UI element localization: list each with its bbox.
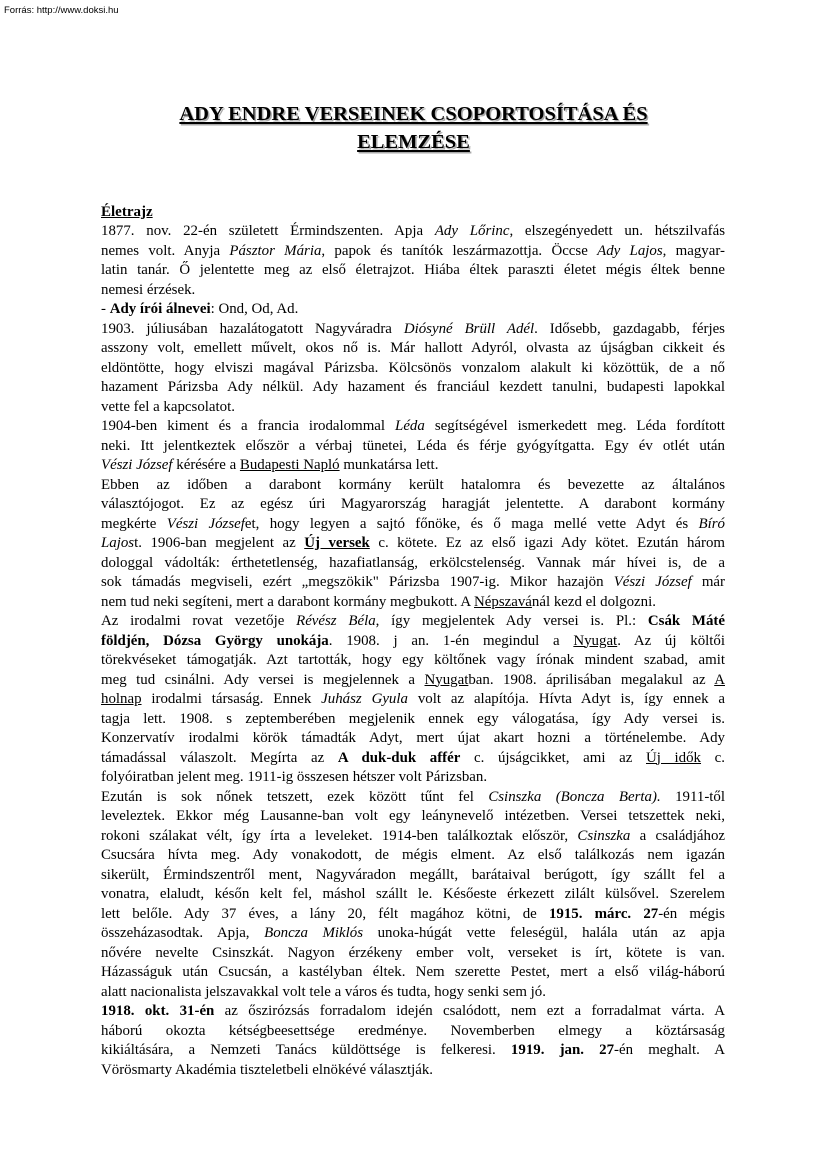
text-line <box>101 885 725 905</box>
text-segment: kérésére a <box>172 457 240 473</box>
text-line <box>101 866 725 886</box>
text-segment: háború okozta kétségbeesettsége eredménye. Novemberben elmegy a köztársaság <box>101 1022 725 1039</box>
text-segment: Diósyné Brüll Adél <box>403 320 535 337</box>
text-segment: Vörösmarty Akadémia tiszteletbeli elnökévé választják. <box>101 1061 434 1078</box>
text-segment: hazament Párizsba Ady nélkül. Ady hazament és franciául kezdett tanulni, budapesti lapokkal <box>101 379 725 395</box>
text-line <box>101 768 725 788</box>
text-segment: Házasságuk után Csucsán, a kastélyban éltek. Nem szerette Pestet, mert a első világ-háború <box>101 964 725 980</box>
text-segment: Ebben az időben a darabont kormány került hatalomra és bevezette az általános <box>101 476 725 493</box>
text-line <box>101 534 725 554</box>
text-segment: nál kezd el dolgozni. <box>531 593 656 610</box>
text-segment: Ezután is sok nőnek tetszett, ezek között tűnt fel <box>101 788 489 805</box>
text-line <box>101 456 725 476</box>
text-line <box>101 554 725 574</box>
text-segment: leveleztek. Ekkor még Lausanne-ban volt egy leánynevelő intézetben. Versei tetszettek neki, <box>101 808 725 824</box>
text-segment: asszony volt, emellett művelt, okos nő is. Már hallott Adyról, olvasta az újságban cikkeit és <box>101 340 725 356</box>
text-line <box>101 924 725 944</box>
text-segment: t. 1906-ban megjelent az <box>134 535 305 551</box>
text-segment: Révész Béla <box>296 613 376 629</box>
text-line <box>101 1061 725 1081</box>
text-segment: folyóiratban jelent meg. 1911-ig összesen hétszer volt Párizsban. <box>101 769 488 785</box>
text-segment: meg tud csinálni. Ady versei is megjelennek a <box>101 671 425 688</box>
text-line <box>101 846 725 866</box>
text-line <box>101 476 725 496</box>
text-segment: A duk-duk affér <box>337 749 461 766</box>
text-segment: neki. Itt jelentkeztek először a vérbaj tünetei, Léda és férje gyógyítgatta. Egy év otlét után <box>101 437 725 454</box>
text-line <box>101 612 725 632</box>
text-segment: Vészi József <box>166 515 245 532</box>
text-segment: 1903. júliusában hazalátogatott Nagyváradra <box>101 320 404 337</box>
text-segment: c. újságcikket, ami az <box>460 749 646 766</box>
text-segment: Ady írói álnevei <box>109 301 211 317</box>
text-line <box>101 651 725 671</box>
text-line <box>101 242 725 262</box>
text-segment: összeházasodtak. Apja, <box>101 925 265 941</box>
text-segment: nemesi érzések. <box>101 281 196 298</box>
text-segment: lett belőle. Ady 37 éves, a lány 20, félt magához kötni, de <box>101 905 549 922</box>
text-segment: Csinszka (Boncza Berta). <box>488 788 661 805</box>
text-segment: latin tanár. Ő jelentette meg az első életrajzot. Hiába éltek paraszti életet mégis éltek benne <box>101 262 725 278</box>
text-segment: et, hogy legyen a sajtó főnöke, és ő maga mellé vette Adyt és <box>244 515 699 532</box>
text-line <box>101 1041 725 1061</box>
text-segment: tagja lett. 1908. s zeptemberében megjelenik ennek egy válogatása, így Ady versei is. <box>101 710 725 727</box>
text-segment: vonatra, elaludt, későn kelt fel, máshol szállt le. Későeste érkezett zilált külsővel. Szerelem <box>101 886 725 902</box>
text-segment: sok támadás megviseli, ezért „megszökik" Párizsba 1907-ig. Mikor hazajön <box>101 574 614 590</box>
text-segment: c. kötete. Ez az első igazi Ady kötet. Ezután három <box>369 535 725 551</box>
text-segment: eldöntötte, hogy elviszi magával Párizsba. Kölcsönös vonzalom alakult ki közöttük, de a nő <box>101 359 725 376</box>
source-note: Forrás: http://www.doksi.hu <box>4 5 119 16</box>
text-segment: Lajos <box>101 535 135 551</box>
text-segment: -én mégis <box>658 905 725 922</box>
text-line <box>101 495 725 515</box>
text-segment: Konzervatív irodalmi körök támadták Adyt, mert újat akart hozni a történelembe. Ady <box>101 730 725 746</box>
text-segment: 1904-ben kiment és a francia irodalommal <box>101 418 396 434</box>
text-line <box>101 827 725 847</box>
text-segment: rokoni szálakat vélt, így írta a leveleket. 1914-ben találkoztak először, <box>101 827 578 844</box>
text-segment: Juhász Gyula <box>321 691 408 707</box>
text-line <box>101 671 725 691</box>
text-line <box>101 573 725 593</box>
document-title <box>90 100 737 156</box>
text-line <box>101 359 725 379</box>
text-line <box>101 944 725 964</box>
text-segment: irodalmi társaság. Ennek <box>141 691 322 707</box>
text-segment: dologgal vádolták: érthetetlenség, hazafiatlanság, erkölcstelenség. Vannak már hívei is, de a <box>101 554 725 571</box>
text-segment: vette fel a kapcsolatot. <box>101 398 235 415</box>
text-segment: -én meghalt. A <box>614 1042 725 1058</box>
section-heading: Életrajz <box>101 204 153 220</box>
text-segment: 1911-től <box>660 788 725 805</box>
text-line <box>101 788 725 808</box>
text-segment: , magyar- <box>662 242 725 259</box>
text-segment: holnap <box>101 691 142 707</box>
text-line <box>101 281 725 301</box>
text-segment: Vészi József <box>101 457 173 473</box>
text-segment: választójogot. Ez az egész úri Magyarország haragját jelentette. A darabont kormány <box>101 496 725 512</box>
text-line <box>101 378 725 398</box>
text-segment: . Idősebb, gazdagabb, férjes <box>534 320 725 337</box>
text-segment: Új idők <box>646 749 702 766</box>
text-segment: 1919. jan. 27 <box>510 1042 615 1058</box>
text-segment: 1918. okt. 31-én <box>101 1003 215 1019</box>
text-segment: a családjához <box>630 827 725 844</box>
text-line <box>101 300 725 320</box>
text-segment: Új versek <box>304 535 370 551</box>
text-segment: munkatársa lett. <box>339 457 439 473</box>
text-line <box>101 339 725 359</box>
title-line-2: ELEMZÉSE <box>357 131 470 153</box>
text-segment: Csucsára hívta meg. Ady vonakodott, de mégis elment. Az első találkozás nem igazán <box>101 847 725 863</box>
text-segment: Bíró <box>698 515 725 532</box>
text-segment: c. <box>701 749 725 766</box>
text-segment: unoka-húgát vette feleségül, halála után az apja <box>363 925 725 941</box>
text-line <box>101 261 725 281</box>
title-line-1: ADY ENDRE VERSEINEK CSOPORTOSÍTÁSA ÉS <box>179 103 648 125</box>
text-segment: nővére nevelte Csinszkát. Nagyon érzékeny ember volt, verseket is írt, kötete is van. <box>101 944 725 961</box>
text-segment: 1915. márc. 27 <box>548 905 659 922</box>
text-segment: Léda <box>395 418 425 434</box>
text-line <box>101 515 725 535</box>
text-segment: Csinszka <box>577 827 631 844</box>
text-line <box>101 749 725 769</box>
text-line <box>101 983 725 1003</box>
text-segment: alatt nacionalista jelszavakkal volt tele a város és tudta, hogy senki sem jó. <box>101 983 546 1000</box>
text-segment: Pásztor Mária <box>229 242 322 259</box>
text-segment: Csák Máté <box>647 613 725 629</box>
text-segment: megkérte <box>101 515 167 532</box>
text-segment: . 1908. j an. 1-én megindul a <box>328 632 574 649</box>
text-segment: , elszegényedett un. hétszilvafás <box>509 223 725 239</box>
text-line <box>101 437 725 457</box>
text-line <box>101 593 725 613</box>
text-line <box>101 807 725 827</box>
text-segment: támadással válaszolt. Megírta az <box>101 749 338 766</box>
text-segment: már <box>691 574 725 590</box>
text-line <box>101 729 725 749</box>
text-segment: Boncza Miklós <box>264 925 364 941</box>
text-line <box>101 690 725 710</box>
text-segment: Népszavá <box>474 593 532 610</box>
text-segment: , papok és tanítók leszármazottja. Öccse <box>321 242 598 259</box>
text-segment: Az irodalmi rovat vezetője <box>101 613 297 629</box>
text-line <box>101 963 725 983</box>
text-line <box>101 222 725 242</box>
text-line <box>101 398 725 418</box>
text-segment: az őszirózsás forradalom idején csalódott, nem ezt a forradalmat várta. A <box>214 1003 725 1019</box>
text-line <box>101 632 725 652</box>
text-segment: nemes volt. Anyja <box>101 242 230 259</box>
text-line <box>101 320 725 340</box>
biography-text <box>101 222 725 1080</box>
text-line <box>101 1002 725 1022</box>
text-segment: ban. 1908. áprilisában megalakul az <box>468 671 715 688</box>
text-segment: A <box>714 671 725 688</box>
text-segment: , így megjelentek Ady versei is. Pl.: <box>375 613 648 629</box>
text-segment: nem tud neki segíteni, mert a darabont kormány megbukott. A <box>101 593 475 610</box>
text-line <box>101 1022 725 1042</box>
text-segment: volt az alapítója. Hívta Adyt is, így ennek a <box>407 691 725 707</box>
text-segment: Nyugat <box>424 671 469 688</box>
text-segment: Vészi József <box>613 574 692 590</box>
text-segment: Nyugat <box>573 632 618 649</box>
text-segment: Budapesti Napló <box>239 457 340 473</box>
text-segment: Ady Lajos <box>597 242 663 259</box>
text-segment: segítségével ismerkedett meg. Léda fordított <box>424 418 725 434</box>
text-segment: Ady Lőrinc <box>434 223 510 239</box>
text-line <box>101 417 725 437</box>
text-line <box>101 905 725 925</box>
text-line <box>101 710 725 730</box>
text-segment: földjén, Dózsa György unokája <box>101 632 329 649</box>
text-segment: 1877. nov. 22-én született Érmindszenten. Apja <box>101 223 435 239</box>
text-segment: : Ond, Od, Ad. <box>210 301 299 317</box>
text-segment: . Az új költői <box>617 632 725 649</box>
text-segment: kikiáltására, a Nemzeti Tanács küldöttsége is felkeresi. <box>101 1042 511 1058</box>
text-segment: törekvéseket támogatják. Azt tartották, hogy egy költőnek vagy írónak mindent szabad, amit <box>101 652 725 668</box>
text-segment: - <box>101 301 110 317</box>
text-segment: sikerült, Érmindszentről ment, Nagyváradon megállt, barátaival berúgott, így szállt fel a <box>101 866 725 883</box>
